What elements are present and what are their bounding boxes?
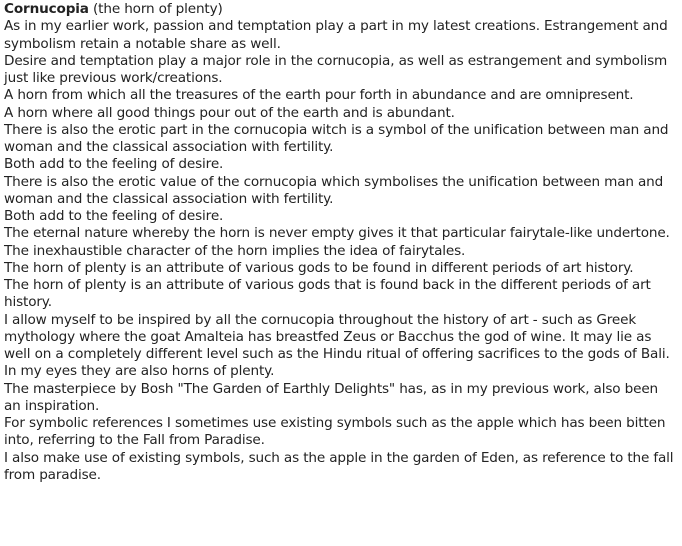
- document-body: [4, 1, 678, 484]
- paragraph-17: I also make use of existing symbols, such as the apple in the garden of Eden, as reference to the fall from paradise.: [4, 449, 674, 483]
- paragraph-10: The inexhaustible character of the horn implies the idea of fairytales.: [4, 242, 466, 259]
- paragraph-9: The eternal nature whereby the horn is never empty gives it that particular fairytale-like undertone.: [4, 225, 670, 242]
- paragraph-3: A horn from which all the treasures of the earth pour forth in abundance and are omnipresent.: [4, 87, 634, 104]
- paragraph-14: In my eyes they are also horns of plenty.: [4, 363, 275, 380]
- document-title: Cornucopia: [4, 1, 89, 17]
- paragraph-4: A horn where all good things pour out of the earth and is abundant.: [4, 104, 455, 121]
- paragraph-11: The horn of plenty is an attribute of various gods to be found in different periods of art history.: [4, 259, 634, 276]
- paragraph-1: As in my earlier work, passion and temptation play a part in my latest creations. Estrangement and symbolism retain a notable share as well.: [4, 18, 668, 52]
- paragraph-12: The horn of plenty is an attribute of various gods that is found back in the different periods of art history.: [4, 277, 651, 311]
- paragraph-5: There is also the erotic part in the cornucopia witch is a symbol of the unification between man and woman and the classical association with fertility.: [4, 121, 669, 155]
- paragraph-13: I allow myself to be inspired by all the cornucopia throughout the history of art - such as Greek mythology where the goat Amalteia has breastfed Zeus or Bacchus the god of wine. It may lie as well on a completely different level such as the Hindu ritual of offering sacrifices to the gods of Bali.: [4, 311, 670, 362]
- document-heading: [4, 1, 678, 18]
- paragraph-7: There is also the erotic value of the cornucopia which symbolises the unification between man and woman and the classical association with fertility.: [4, 173, 664, 207]
- paragraph-6: Both add to the feeling of desire.: [4, 156, 224, 173]
- paragraph-2: Desire and temptation play a major role in the cornucopia, as well as estrangement and symbolism just like previous work/creations.: [4, 52, 668, 86]
- document-subtitle: (the horn of plenty): [88, 1, 223, 17]
- paragraph-15: The masterpiece by Bosh "The Garden of Earthly Delights" has, as in my previous work, also been an inspiration.: [4, 380, 659, 414]
- paragraph-8: Both add to the feeling of desire.: [4, 208, 224, 224]
- paragraph-16: For symbolic references I sometimes use existing symbols such as the apple which has been bitten into, referring to the Fall from Paradise.: [4, 415, 666, 449]
